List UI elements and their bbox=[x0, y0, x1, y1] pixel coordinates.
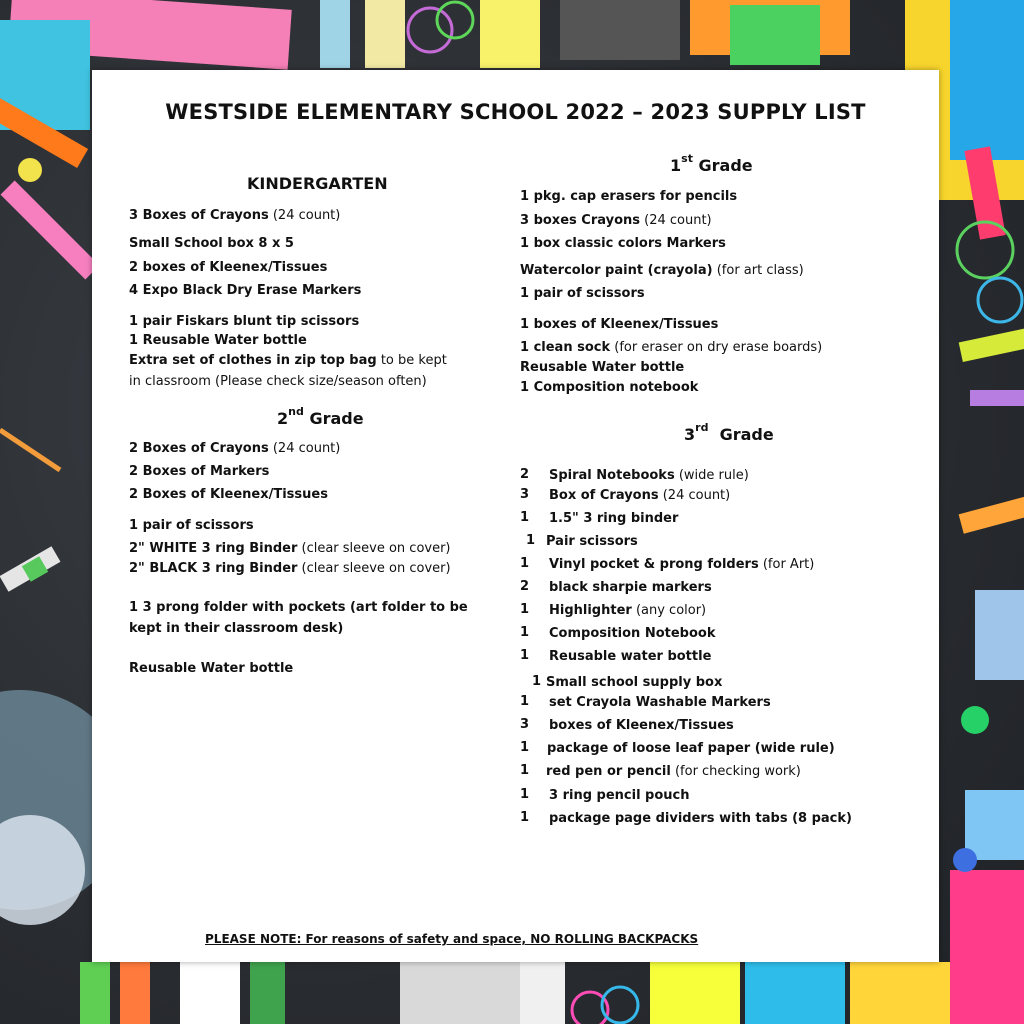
grade2-item-main: 2" WHITE 3 ring Binder bbox=[129, 541, 298, 556]
grade2-item-main: kept in their classroom desk) bbox=[129, 621, 344, 636]
grade3-item bbox=[549, 510, 678, 527]
kindergarten-item bbox=[129, 235, 294, 252]
grade3-item-quantity: 3 bbox=[520, 487, 530, 502]
grade2-heading-word: Grade bbox=[309, 409, 364, 428]
grade1-item bbox=[520, 188, 737, 205]
grade3-item-quantity: 1 bbox=[520, 602, 530, 617]
grade3-item-main: package page dividers with tabs (8 pack) bbox=[549, 811, 852, 826]
grade3-item-main: set Crayola Washable Markers bbox=[549, 695, 771, 710]
grade3-item-main: Highlighter bbox=[549, 603, 632, 618]
kindergarten-item-main: 4 Expo Black Dry Erase Markers bbox=[129, 283, 362, 298]
kindergarten-item bbox=[129, 313, 359, 330]
grade3-item-quantity: 1 bbox=[520, 694, 530, 709]
grade3-item-main: black sharpie markers bbox=[549, 580, 712, 595]
grade3-item-main: Reusable water bottle bbox=[549, 649, 712, 664]
grade3-item-quantity: 1 bbox=[520, 787, 530, 802]
grade2-item bbox=[129, 560, 451, 577]
grade3-item-main: Small school supply box bbox=[546, 675, 723, 690]
grade2-item bbox=[129, 463, 269, 480]
grade3-item-detail: (for Art) bbox=[758, 557, 815, 572]
kindergarten-item bbox=[129, 259, 327, 276]
grade3-item-quantity: 2 bbox=[520, 467, 530, 482]
grade2-item-detail: (clear sleeve on cover) bbox=[297, 561, 451, 576]
grade1-item-main: 1 pkg. cap erasers for pencils bbox=[520, 189, 738, 204]
grade3-item-main: Vinyl pocket & prong folders bbox=[549, 557, 759, 572]
grade1-item-main: 1 pair of scissors bbox=[520, 286, 645, 301]
grade1-item-main: Reusable Water bottle bbox=[520, 360, 685, 375]
grade3-heading-word: Grade bbox=[719, 425, 774, 444]
grade3-item bbox=[546, 763, 801, 780]
grade1-item bbox=[520, 379, 698, 396]
grade1-item-main: 1 box classic colors Markers bbox=[520, 236, 726, 251]
grade1-item-main: 1 boxes of Kleenex/Tissues bbox=[520, 317, 719, 332]
grade3-item-quantity: 1 bbox=[526, 533, 536, 548]
grade2-item-detail: (24 count) bbox=[268, 441, 341, 456]
grade2-item bbox=[129, 620, 343, 637]
grade2-item bbox=[129, 660, 293, 677]
grade1-item-detail: (for eraser on dry erase boards) bbox=[610, 340, 823, 355]
grade3-item-detail: (24 count) bbox=[658, 488, 731, 503]
grade2-item-main: Reusable Water bottle bbox=[129, 661, 294, 676]
grade2-item-main: 1 3 prong folder with pockets (art folder to be bbox=[129, 600, 468, 615]
grade2-item-main: 2 Boxes of Crayons bbox=[129, 441, 269, 456]
grade1-item-main: Watercolor paint (crayola) bbox=[520, 263, 713, 278]
grade3-item-quantity: 1 bbox=[520, 510, 530, 525]
grade2-item bbox=[129, 599, 468, 616]
grade3-item-quantity: 1 bbox=[520, 810, 530, 825]
grade3-item-main: Box of Crayons bbox=[549, 488, 659, 503]
grade2-item bbox=[129, 440, 340, 457]
grade3-item-quantity: 1 bbox=[520, 740, 530, 755]
grade3-item bbox=[549, 602, 706, 619]
grade1-item bbox=[520, 316, 718, 333]
supply-list-sheet bbox=[92, 70, 939, 962]
grade3-heading-number: 3 bbox=[684, 425, 696, 444]
grade1-item bbox=[520, 235, 726, 252]
page-title: WESTSIDE ELEMENTARY SCHOOL 2022 – 2023 SUPPLY LIST bbox=[165, 100, 866, 124]
kindergarten-item-detail: to be kept bbox=[376, 353, 447, 368]
grade3-item-quantity: 2 bbox=[520, 579, 530, 594]
grade2-item-main: 2 Boxes of Markers bbox=[129, 464, 270, 479]
grade3-item-main: 3 ring pencil pouch bbox=[549, 788, 690, 803]
kindergarten-item bbox=[129, 282, 361, 299]
grade3-item-main: Pair scissors bbox=[546, 534, 638, 549]
kindergarten-heading: KINDERGARTEN bbox=[247, 174, 388, 193]
grade3-item-main: Spiral Notebooks bbox=[549, 468, 675, 483]
grade3-item bbox=[549, 579, 712, 596]
kindergarten-item bbox=[129, 332, 307, 349]
grade3-item-main: 1.5" 3 ring binder bbox=[549, 511, 679, 526]
grade3-item-detail: (for checking work) bbox=[670, 764, 801, 779]
grade3-item-main: Composition Notebook bbox=[549, 626, 716, 641]
grade1-item-main: 1 Composition notebook bbox=[520, 380, 699, 395]
grade1-item-detail: (24 count) bbox=[640, 213, 712, 228]
grade3-item bbox=[549, 467, 749, 484]
grade3-item-detail: (any color) bbox=[631, 603, 707, 618]
kindergarten-item-main: 2 boxes of Kleenex/Tissues bbox=[129, 260, 328, 275]
grade1-item bbox=[520, 285, 645, 302]
grade3-item bbox=[546, 533, 638, 550]
grade2-heading-number: 2 bbox=[277, 409, 289, 428]
grade3-item bbox=[549, 648, 711, 665]
kindergarten-item-main: Extra set of clothes in zip top bag bbox=[129, 353, 377, 368]
grade1-heading-ordinal: st bbox=[681, 152, 693, 165]
grade3-item bbox=[549, 787, 690, 804]
grade3-heading-ordinal: rd bbox=[695, 421, 709, 434]
grade1-item bbox=[520, 212, 712, 229]
grade2-item-main: 2" BLACK 3 ring Binder bbox=[129, 561, 298, 576]
kindergarten-item bbox=[129, 207, 340, 224]
grade1-item-main: 3 boxes Crayons bbox=[520, 213, 640, 228]
kindergarten-item-main: 1 pair Fiskars blunt tip scissors bbox=[129, 314, 360, 329]
grade2-item-main: 2 Boxes of Kleenex/Tissues bbox=[129, 487, 328, 502]
kindergarten-item-detail: in classroom (Please check size/season often) bbox=[129, 374, 427, 389]
grade1-item bbox=[520, 339, 822, 356]
grade3-item bbox=[547, 740, 835, 757]
grade3-item-main: boxes of Kleenex/Tissues bbox=[549, 718, 734, 733]
grade2-item bbox=[129, 517, 254, 534]
grade3-item bbox=[549, 717, 734, 734]
grade3-item-quantity: 1 bbox=[520, 763, 530, 778]
grade3-item-quantity: 1 bbox=[520, 625, 530, 640]
grade3-heading bbox=[684, 421, 774, 444]
grade3-item bbox=[549, 556, 814, 573]
grade3-item-quantity: 1 bbox=[520, 648, 530, 663]
backpack-note: PLEASE NOTE: For reasons of safety and space, NO ROLLING BACKPACKS bbox=[205, 932, 699, 946]
grade2-item bbox=[129, 486, 328, 503]
grade1-heading bbox=[670, 152, 753, 175]
grade3-item bbox=[549, 487, 730, 504]
grade3-item bbox=[549, 694, 771, 711]
grade1-item-detail: (for art class) bbox=[712, 263, 804, 278]
grade2-heading-ordinal: nd bbox=[288, 405, 304, 418]
grade1-item bbox=[520, 359, 684, 376]
grade2-heading bbox=[277, 405, 364, 428]
grade3-item bbox=[546, 674, 722, 691]
kindergarten-item bbox=[129, 373, 427, 390]
grade3-item-quantity: 1 bbox=[520, 556, 530, 571]
grade2-item bbox=[129, 540, 451, 557]
grade1-heading-word: Grade bbox=[698, 156, 753, 175]
kindergarten-item bbox=[129, 352, 447, 369]
grade1-item-main: 1 clean sock bbox=[520, 340, 611, 355]
kindergarten-item-main: 3 Boxes of Crayons bbox=[129, 208, 269, 223]
grade3-item-main: red pen or pencil bbox=[546, 764, 671, 779]
grade3-item bbox=[549, 810, 852, 827]
grade2-item-main: 1 pair of scissors bbox=[129, 518, 254, 533]
grade3-item-detail: (wide rule) bbox=[674, 468, 749, 483]
grade2-item-detail: (clear sleeve on cover) bbox=[297, 541, 451, 556]
grade1-item bbox=[520, 262, 804, 279]
grade3-item-quantity: 1 bbox=[532, 674, 542, 689]
grade1-heading-number: 1 bbox=[670, 156, 682, 175]
kindergarten-item-main: Small School box 8 x 5 bbox=[129, 236, 294, 251]
grade3-item-main: package of loose leaf paper (wide rule) bbox=[547, 741, 835, 756]
kindergarten-item-detail: (24 count) bbox=[268, 208, 341, 223]
kindergarten-item-main: 1 Reusable Water bottle bbox=[129, 333, 307, 348]
grade3-item bbox=[549, 625, 716, 642]
grade3-item-quantity: 3 bbox=[520, 717, 530, 732]
